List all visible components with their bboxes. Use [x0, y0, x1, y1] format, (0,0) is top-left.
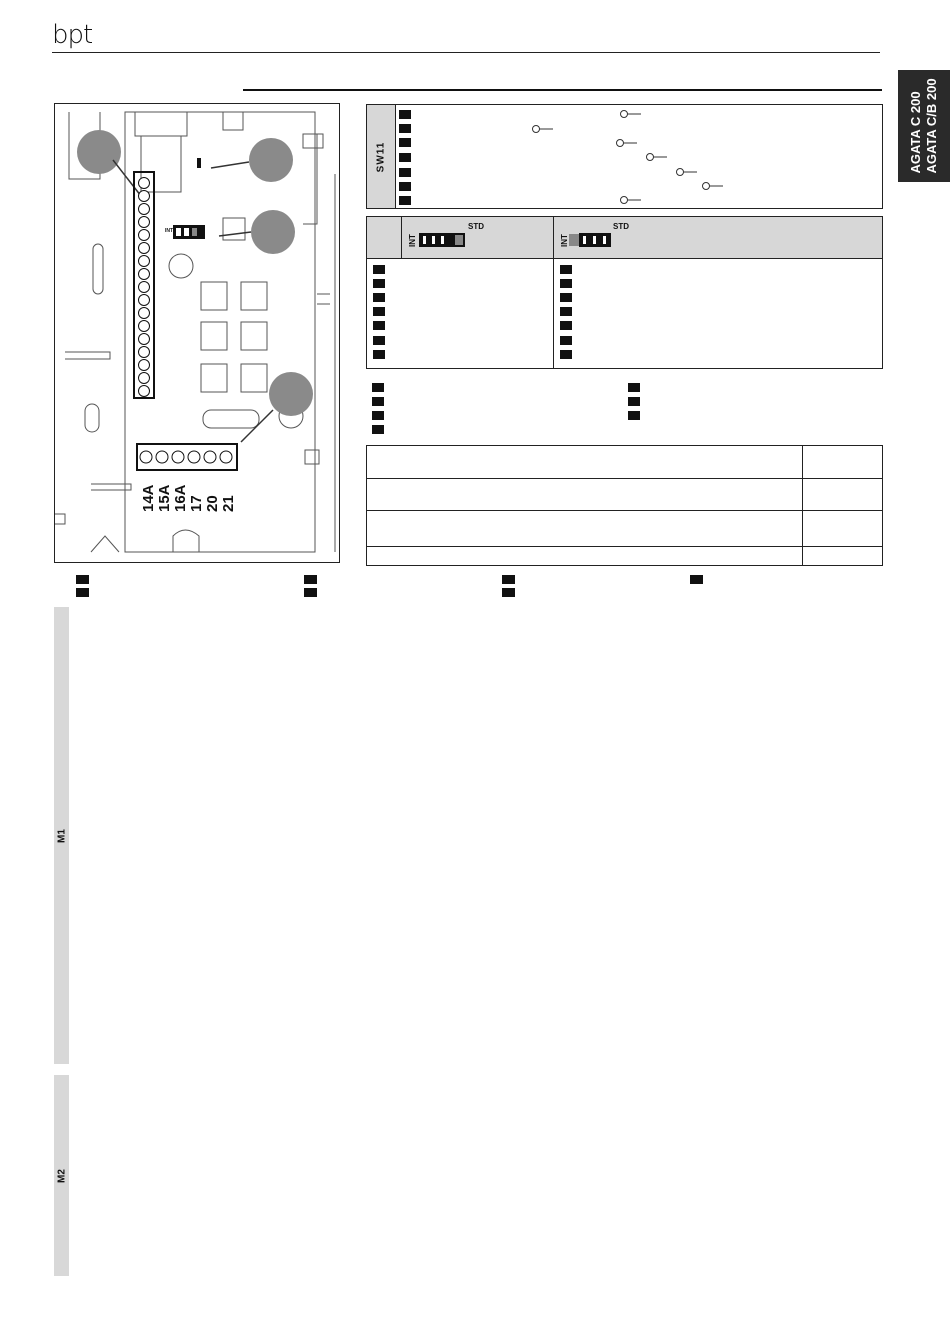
terminal-label-21: 21 — [220, 495, 237, 512]
side-tab-line-1: AGATA C 200 — [908, 91, 923, 174]
section-m1-bar — [54, 607, 69, 1064]
section-m2-label: M2 — [56, 1168, 67, 1183]
legend-markers — [366, 380, 666, 436]
jumper-std-diagram — [563, 229, 619, 251]
spec-table-row-divider-2 — [367, 510, 882, 511]
terminal-label-16a: 16A — [172, 484, 189, 512]
section-m1-label: M1 — [56, 828, 67, 843]
spec-table-row-divider-1 — [367, 478, 882, 479]
board-int-label: INT — [165, 228, 174, 234]
sw11-table — [366, 104, 883, 209]
jumper-col2-std-label: STD — [613, 222, 629, 231]
board-legend-markers — [70, 572, 720, 600]
terminal-label-14a: 14A — [140, 484, 157, 512]
side-tab-line-2: AGATA C/B 200 — [924, 78, 939, 174]
jumper-rows — [367, 259, 882, 367]
sw11-label: SW11 — [375, 141, 387, 172]
jumper-col1-std-label: STD — [468, 222, 484, 231]
jumper-table — [366, 216, 883, 369]
sw11-rows — [396, 105, 882, 208]
product-side-tab — [898, 70, 950, 182]
section-m2-bar — [54, 1075, 69, 1276]
terminal-label-17: 17 — [188, 495, 205, 512]
jumper-int-diagram — [411, 229, 467, 251]
header-rule — [52, 52, 880, 53]
terminal-label-20: 20 — [204, 495, 221, 512]
terminal-labels — [139, 476, 239, 516]
jumper-col-divider-1 — [401, 217, 402, 258]
terminal-label-15a: 15A — [156, 484, 173, 512]
section-rule — [243, 89, 882, 91]
bpt-logo: bpt — [52, 20, 93, 50]
spec-table-row-divider-3 — [367, 546, 882, 547]
jumper-col1-int-label: INT — [408, 234, 417, 247]
sw11-label-cell — [367, 105, 396, 208]
spec-table-col-divider — [802, 446, 803, 565]
jumper-col2-int-label: INT — [560, 234, 569, 247]
board-illustration — [54, 103, 340, 563]
spec-table — [366, 445, 883, 566]
